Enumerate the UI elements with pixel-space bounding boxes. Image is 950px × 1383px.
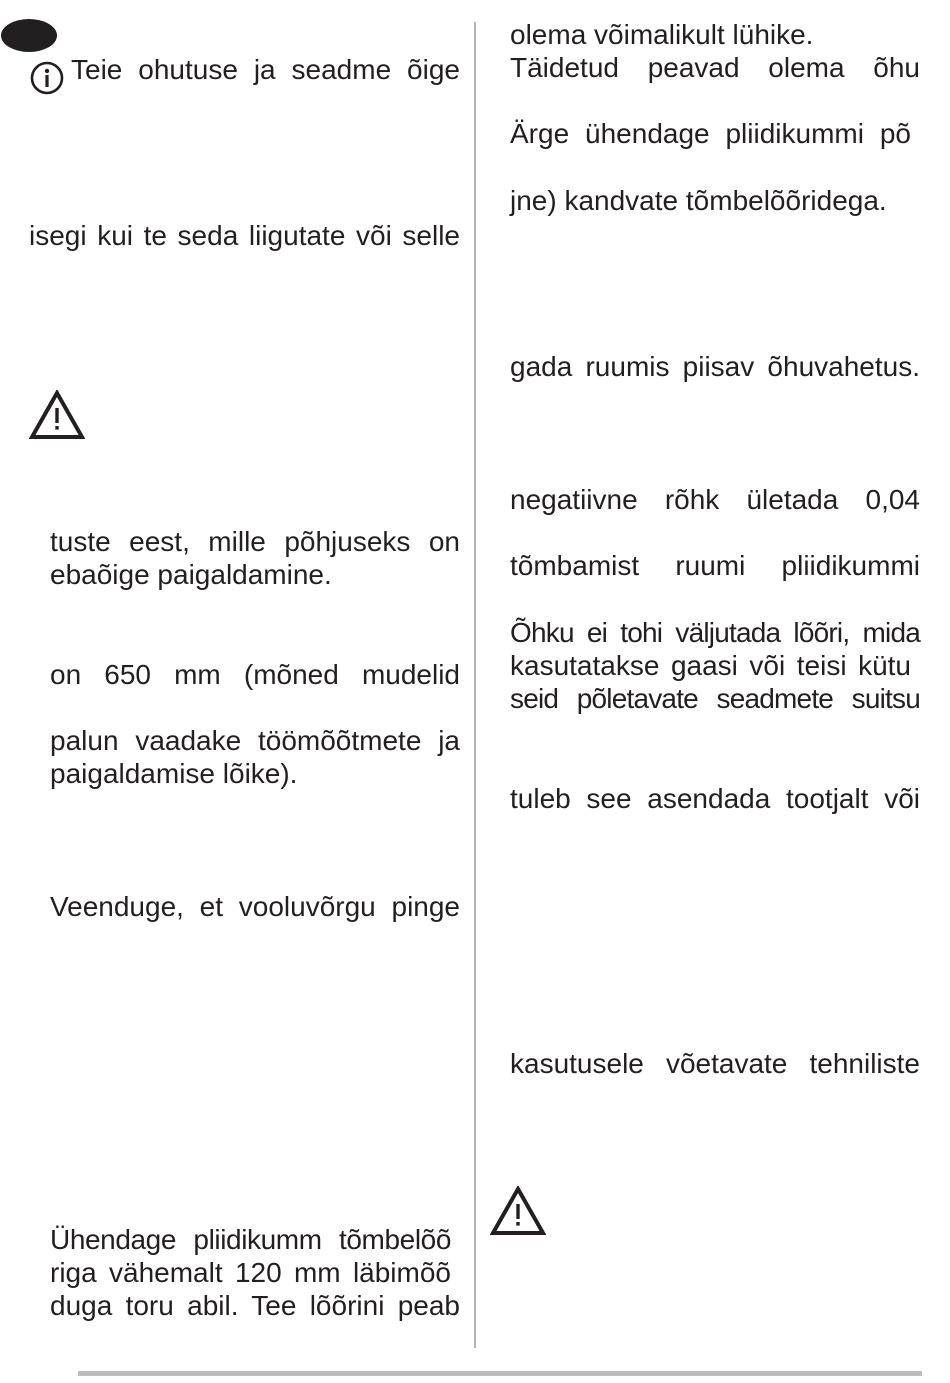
left-text-line: riga vähemalt 120 mm läbimõõ: [50, 1257, 451, 1288]
right-text-line: kasutusele võetavate tehniliste: [510, 1048, 920, 1079]
left-text-line: Ühendage pliidikumm tõmbelõõ: [50, 1224, 451, 1255]
warning-icon: [490, 1186, 546, 1236]
left-text-line: Veenduge, et vooluvõrgu pinge: [50, 891, 460, 922]
left-text-line: duga toru abil. Tee lõõrini peab: [50, 1290, 460, 1321]
info-icon: [30, 61, 64, 95]
left-text-line: isegi kui te seda liigutate või selle: [29, 220, 460, 251]
right-text-line: Õhku ei tohi väljutada lõõri, mida: [510, 617, 920, 648]
right-text-line: Täidetud peavad olema õhu: [510, 52, 920, 83]
left-text-line: on 650 mm (mõned mudelid: [50, 659, 460, 690]
right-text-line: seid põletavate seadmete suitsu: [510, 683, 920, 714]
left-text-line: tuste eest, mille põhjuseks on: [50, 526, 460, 557]
column-divider: [474, 22, 476, 1348]
right-text-line: Ärge ühendage pliidikummi põ: [510, 118, 911, 149]
right-text-line: kasutatakse gaasi või teisi kütu: [510, 650, 911, 681]
language-badge: [1, 19, 57, 52]
left-text-line: Teie ohutuse ja seadme õige: [71, 54, 460, 85]
left-text-line: paigaldamise lõike).: [50, 758, 298, 789]
right-text-line: olema võimalikult lühike.: [510, 19, 814, 50]
right-text-line: tuleb see asendada tootjalt või: [510, 783, 920, 814]
right-text-line: gada ruumis piisav õhuvahetus.: [510, 351, 920, 382]
left-text-line: palun vaadake töömõõtmete ja: [50, 725, 460, 756]
right-text-line: negatiivne rõhk ületada 0,04: [510, 484, 920, 515]
warning-icon: [29, 390, 85, 440]
right-text-line: tõmbamist ruumi pliidikummi: [510, 550, 920, 581]
footer-rule: [78, 1371, 922, 1376]
right-text-line: jne) kandvate tõmbelõõridega.: [510, 185, 887, 216]
left-text-line: ebaõige paigaldamine.: [50, 559, 332, 590]
